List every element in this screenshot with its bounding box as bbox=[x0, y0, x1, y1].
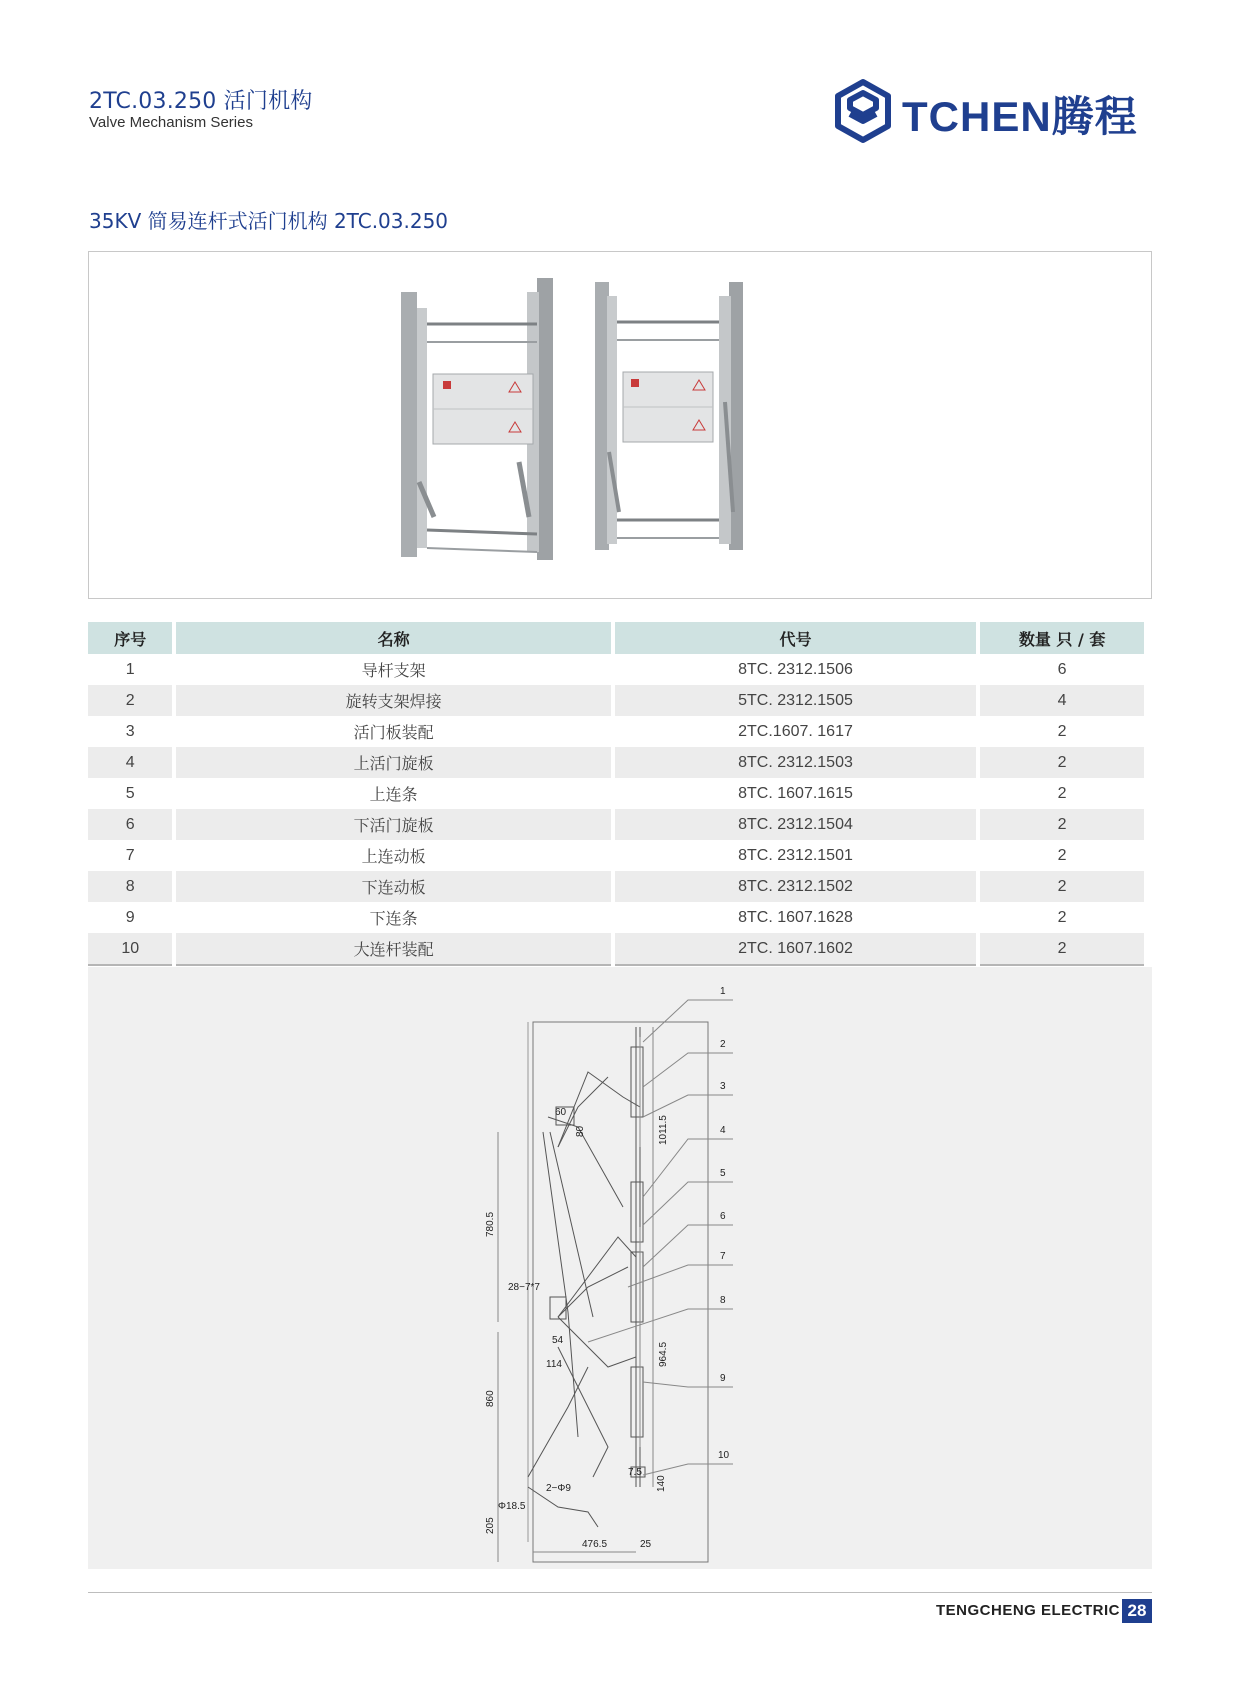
dim-80: 80 bbox=[575, 1125, 586, 1137]
dim-2-phi9: 2−Φ9 bbox=[546, 1483, 571, 1494]
cell-name: 大连杆装配 bbox=[176, 933, 610, 966]
technical-drawing-panel bbox=[88, 967, 1152, 1569]
cell-index: 6 bbox=[88, 809, 172, 840]
cell-code: 8TC. 1607.1628 bbox=[738, 908, 853, 926]
dim-28-7x7: 28−7*7 bbox=[508, 1282, 540, 1293]
col-header-code: 代号 bbox=[615, 622, 977, 654]
callout-7: 7 bbox=[720, 1251, 726, 1262]
technical-drawing bbox=[88, 967, 1152, 1569]
dim-964-5: 964.5 bbox=[658, 1341, 669, 1367]
cell-qty: 2 bbox=[980, 809, 1144, 840]
table-header-row bbox=[88, 622, 1144, 654]
cell-code: 8TC. 2312.1501 bbox=[738, 846, 853, 864]
cell-code: 8TC. 2312.1506 bbox=[738, 660, 853, 678]
brand-name: TCHEN腾程 bbox=[902, 93, 1138, 140]
callout-4: 4 bbox=[720, 1125, 726, 1136]
cell-qty: 2 bbox=[1057, 908, 1067, 926]
cell-qty: 4 bbox=[980, 685, 1144, 716]
table-row bbox=[88, 654, 1144, 685]
callout-1: 1 bbox=[720, 986, 726, 997]
callout-2: 2 bbox=[720, 1039, 726, 1050]
footer-company: TENGCHENG ELECTRIC bbox=[936, 1602, 1121, 1619]
cell-qty: 2 bbox=[980, 871, 1144, 902]
table-row bbox=[88, 840, 1144, 871]
footer-divider bbox=[88, 1592, 1152, 1593]
brand-emblem-icon bbox=[832, 78, 894, 144]
callout-6: 6 bbox=[720, 1211, 726, 1222]
cell-qty: 2 bbox=[980, 933, 1144, 966]
product-photo bbox=[89, 252, 1151, 598]
cell-name: 下连条 bbox=[369, 911, 418, 928]
cell-name: 导杆支架 bbox=[361, 663, 426, 680]
dim-205: 205 bbox=[485, 1517, 496, 1534]
cell-name: 旋转支架焊接 bbox=[176, 685, 610, 716]
cell-qty: 2 bbox=[980, 747, 1144, 778]
dim-780-5: 780.5 bbox=[485, 1211, 496, 1237]
page-subtitle: Valve Mechanism Series bbox=[89, 114, 253, 131]
valve-unit-front-icon bbox=[401, 278, 553, 560]
callout-3: 3 bbox=[720, 1081, 726, 1092]
callout-8: 8 bbox=[720, 1295, 726, 1306]
cell-code: 8TC. 2312.1502 bbox=[615, 871, 977, 902]
cell-qty: 6 bbox=[1057, 660, 1067, 678]
dim-140: 140 bbox=[656, 1475, 667, 1492]
col-header-qty: 数量 只 / 套 bbox=[980, 622, 1144, 654]
cell-index: 5 bbox=[125, 784, 135, 802]
cell-qty: 2 bbox=[1057, 784, 1067, 802]
cell-index: 8 bbox=[88, 871, 172, 902]
table-row bbox=[88, 716, 1144, 747]
col-header-index: 序号 bbox=[88, 622, 172, 654]
dim-860: 860 bbox=[485, 1390, 496, 1407]
cell-name: 下连动板 bbox=[176, 871, 610, 902]
cell-name: 上活门旋板 bbox=[176, 747, 610, 778]
cell-index: 9 bbox=[125, 908, 135, 926]
table-row bbox=[88, 809, 1144, 840]
page-number: 28 bbox=[1122, 1599, 1152, 1623]
cell-code: 8TC. 2312.1504 bbox=[615, 809, 977, 840]
table-row bbox=[88, 902, 1144, 933]
page-title: 2TC.03.250 活门机构 bbox=[89, 89, 313, 114]
section-title: 35KV 简易连杆式活门机构 2TC.03.250 bbox=[89, 209, 449, 233]
callout-10: 10 bbox=[718, 1450, 730, 1461]
cell-name: 活门板装配 bbox=[353, 725, 434, 742]
callout-5: 5 bbox=[720, 1168, 726, 1179]
dim-7-5: 7.5 bbox=[628, 1467, 642, 1478]
brand-logo bbox=[832, 78, 1152, 144]
cell-qty: 2 bbox=[1057, 722, 1067, 740]
cell-index: 7 bbox=[125, 846, 135, 864]
table-row bbox=[88, 685, 1144, 716]
dim-476-5: 476.5 bbox=[582, 1539, 608, 1550]
dim-phi18-5: Φ18.5 bbox=[498, 1501, 526, 1512]
dim-54: 54 bbox=[552, 1335, 564, 1346]
dim-114: 114 bbox=[546, 1359, 562, 1370]
cell-index: 3 bbox=[125, 722, 135, 740]
cell-qty: 2 bbox=[1057, 846, 1067, 864]
cell-name: 下活门旋板 bbox=[176, 809, 610, 840]
cell-name: 上连条 bbox=[369, 787, 418, 804]
table-row bbox=[88, 933, 1144, 966]
cell-index: 1 bbox=[125, 660, 135, 678]
product-photo-frame bbox=[88, 251, 1152, 599]
cell-code: 2TC.1607. 1617 bbox=[738, 722, 853, 740]
cell-index: 10 bbox=[88, 933, 172, 966]
cell-code: 8TC. 2312.1503 bbox=[615, 747, 977, 778]
cell-index: 4 bbox=[88, 747, 172, 778]
table-row bbox=[88, 871, 1144, 902]
table-row bbox=[88, 747, 1144, 778]
cell-index: 2 bbox=[88, 685, 172, 716]
cell-code: 5TC. 2312.1505 bbox=[615, 685, 977, 716]
dim-1011-5: 1011.5 bbox=[658, 1115, 669, 1145]
table-row bbox=[88, 778, 1144, 809]
dim-60: 60 bbox=[555, 1107, 567, 1118]
cell-code: 2TC. 1607.1602 bbox=[615, 933, 977, 966]
cell-code: 8TC. 1607.1615 bbox=[738, 784, 853, 802]
cell-name: 上连动板 bbox=[361, 849, 426, 866]
col-header-name: 名称 bbox=[176, 622, 610, 654]
valve-unit-side-icon bbox=[595, 282, 743, 550]
callout-9: 9 bbox=[720, 1373, 726, 1384]
dim-25: 25 bbox=[640, 1539, 652, 1550]
parts-table bbox=[84, 622, 1148, 966]
